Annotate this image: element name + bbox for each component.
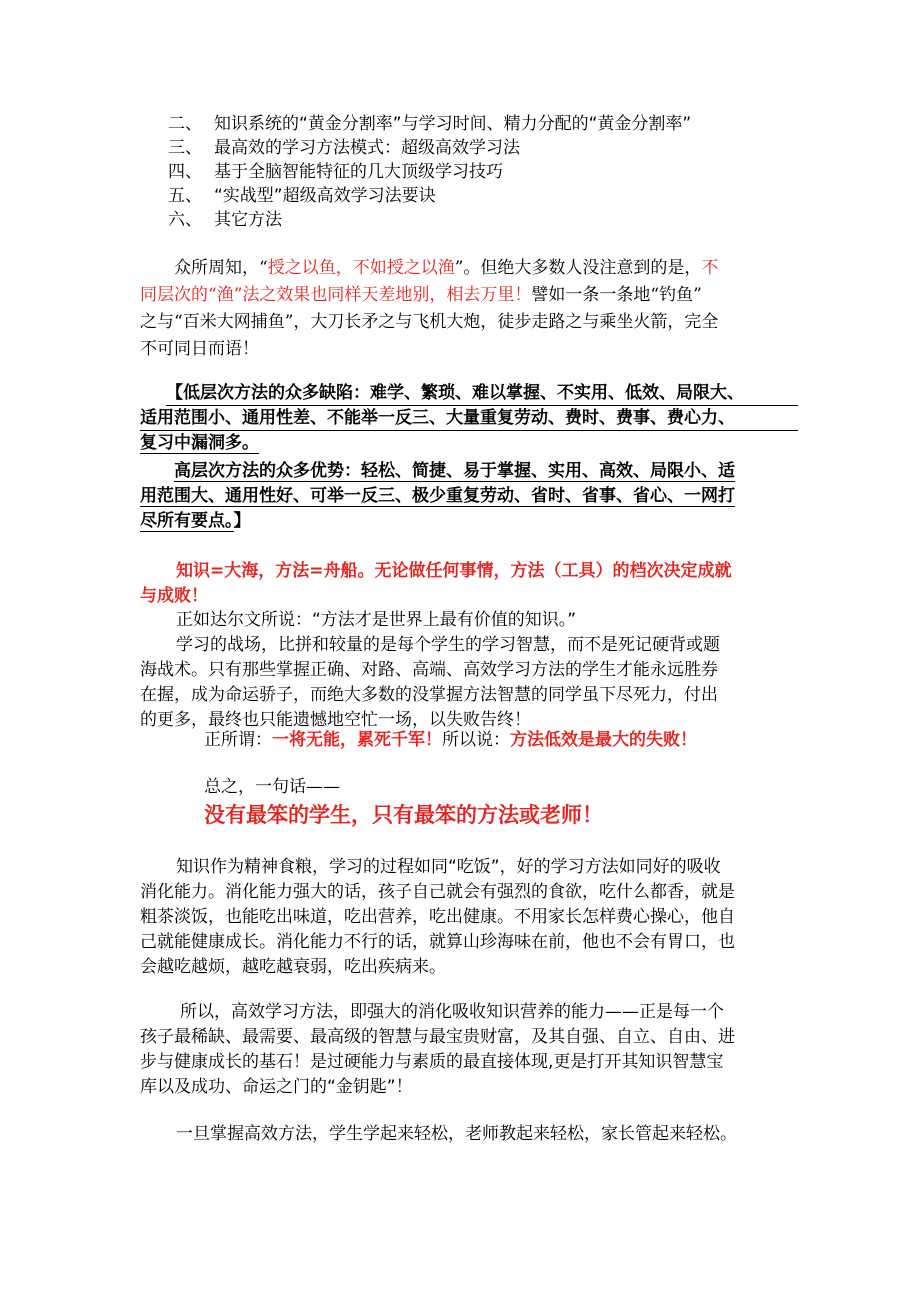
underlined-text: 尽所有要点。 xyxy=(140,511,234,531)
toc-number: 五、 xyxy=(168,186,202,206)
bracket-close: 】 xyxy=(233,511,251,531)
underlined-text: 高层次方法的众多优势：轻松、简捷、易于掌握、实用、高效、局限小、适 xyxy=(174,461,735,481)
paragraph-line: 库以及成功、命运之门的“金钥匙”！ xyxy=(140,1077,413,1097)
low-method-line xyxy=(140,406,798,431)
knowledge-line: 知识=大海，方法=舟船。无论做任何事情，方法（工具）的档次决定成就 xyxy=(176,561,732,581)
low-method-line xyxy=(166,381,796,406)
text-run: 譬如一条一条地“钓鱼” xyxy=(531,285,702,305)
toc-text: 知识系统的“黄金分割率”与学习时间、精力分配的“黄金分割率” xyxy=(214,114,692,134)
text-run: 所以说： xyxy=(442,730,510,750)
highlight-text: 方法低效是最大的失败！ xyxy=(510,730,697,750)
toc-item xyxy=(168,112,691,136)
paragraph-line: 不可同日而语！ xyxy=(140,339,259,359)
text-run: 众所周知，“ xyxy=(174,258,268,278)
summary-intro: 总之，一句话—— xyxy=(204,777,340,797)
toc-text: 其它方法 xyxy=(214,210,282,230)
paragraph-line: 粗茶淡饭，也能吃出味道，吃出营养，吃出健康。不用家长怎样费心操心，他自 xyxy=(140,907,735,927)
summary-slogan: 没有最笨的学生，只有最笨的方法或老师！ xyxy=(204,803,603,827)
underlined-text: 【低层次方法的众多缺陷：难学、繁琐、难以掌握、不实用、低效、局限大、 xyxy=(166,381,798,406)
underlined-text: 复习中漏洞多。 xyxy=(140,433,259,453)
paragraph-line xyxy=(140,283,702,307)
darwin-quote: 正如达尔文所说：“方法才是世界上最有价值的知识。” xyxy=(176,610,577,630)
low-method-line xyxy=(140,431,259,455)
highlight-text: 同层次的“渔”法之效果也同样天差地别，相去万里！ xyxy=(140,285,532,305)
text-run: ”。但绝大多数人没注意到的是， xyxy=(454,258,702,278)
high-method-line xyxy=(174,459,735,483)
paragraph-line: 在握，成为命运骄子，而绝大多数的没掌握方法智慧的同学虽下尽死力，付出 xyxy=(140,685,718,705)
high-method-line xyxy=(140,484,735,508)
saying-line xyxy=(204,728,697,752)
toc-text: 最高效的学习方法模式：超级高效学习法 xyxy=(214,138,520,158)
paragraph-line: 的更多，最终也只能遗憾地空忙一场，以失败告终！ xyxy=(140,710,531,730)
paragraph-line: 己就能健康成长。消化能力不行的话，就算山珍海味在前，他也不会有胃口，也 xyxy=(140,932,735,952)
underlined-text: 适用范围小、通用性差、不能举一反三、大量重复劳动、费时、费事、费心力、 xyxy=(140,406,798,431)
toc-number: 二、 xyxy=(168,114,202,134)
paragraph-line: 会越吃越烦，越吃越衰弱，吃出疾病来。 xyxy=(140,957,446,977)
knowledge-line: 与成败！ xyxy=(140,586,208,606)
toc-text: “实战型”超级高效学习法要诀 xyxy=(214,186,436,206)
toc-text: 基于全脑智能特征的几大顶级学习技巧 xyxy=(214,162,503,182)
underlined-text: 用范围大、通用性好、可举一反三、极少重复劳动、省时、省事、省心、一网打 xyxy=(140,486,735,506)
final-line: 一旦掌握高效方法，学生学起来轻松，老师教起来轻松，家长管起来轻松。 xyxy=(176,1124,737,1144)
paragraph-line: 学习的战场，比拼和较量的是每个学生的学习智慧，而不是死记硬背或题 xyxy=(176,635,720,655)
toc-item xyxy=(168,208,282,232)
highlight-text: 一将无能，累死千军！ xyxy=(272,730,442,750)
text-run: 正所谓： xyxy=(204,730,272,750)
paragraph-line: 海战术。只有那些掌握正确、对路、高端、高效学习方法的学生才能永远胜券 xyxy=(140,660,718,680)
paragraph-line xyxy=(174,256,718,280)
highlight-text: 不 xyxy=(701,258,719,278)
toc-number: 六、 xyxy=(168,210,202,230)
toc-item xyxy=(168,160,503,184)
paragraph-line: 之与“百米大网捕鱼”，大刀长矛之与飞机大炮，徒步走路之与乘坐火箭，完全 xyxy=(140,312,719,332)
highlight-text: 授之以鱼，不如授之以渔 xyxy=(267,258,455,278)
toc-item xyxy=(168,136,520,160)
high-method-line xyxy=(140,509,251,533)
toc-item xyxy=(168,184,436,208)
paragraph-line: 知识作为精神食粮，学习的过程如同“吃饭”，好的学习方法如同好的吸收 xyxy=(176,857,721,877)
paragraph-line: 孩子最稀缺、最需要、最高级的智慧与最宝贵财富，及其自强、自立、自由、进 xyxy=(140,1027,735,1047)
paragraph-line: 步与健康成长的基石！是过硬能力与素质的最直接体现,更是打开其知识智慧宝 xyxy=(140,1052,724,1072)
toc-number: 三、 xyxy=(168,138,202,158)
paragraph-line: 消化能力。消化能力强大的话，孩子自己就会有强烈的食欲，吃什么都香，就是 xyxy=(140,882,735,902)
paragraph-line: 所以，高效学习方法，即强大的消化吸收知识营养的能力——正是每一个 xyxy=(180,1002,724,1022)
toc-number: 四、 xyxy=(168,162,202,182)
